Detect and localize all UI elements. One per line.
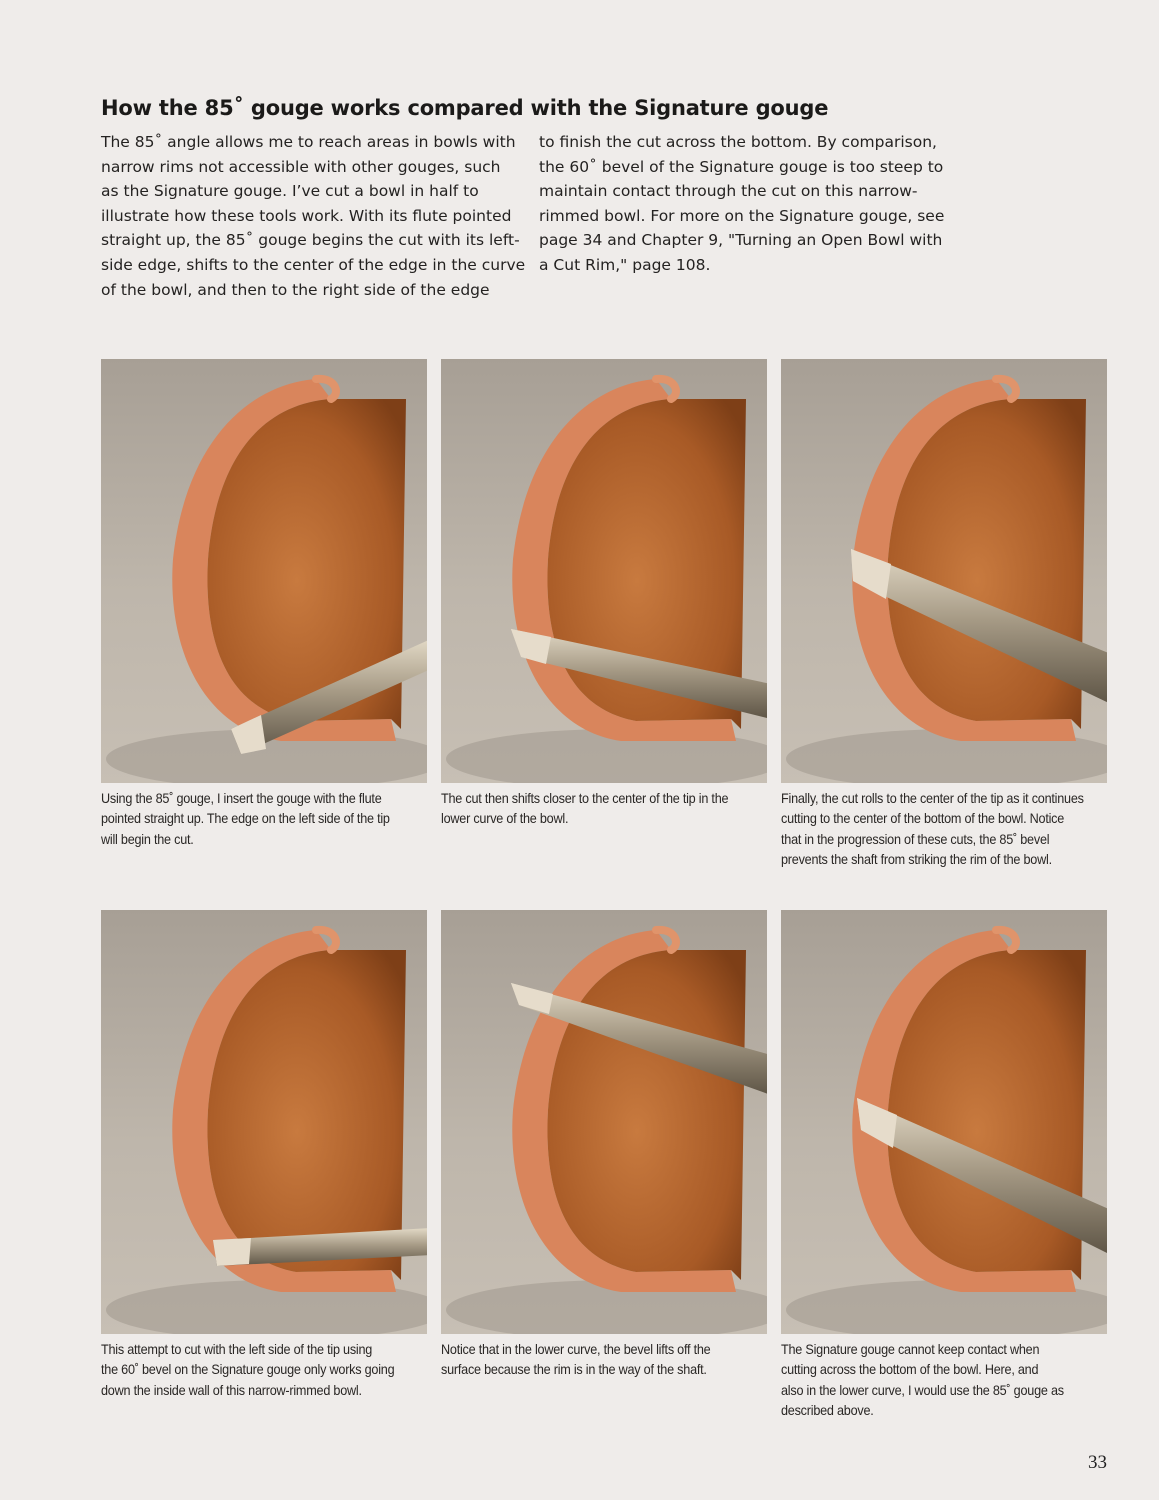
photo-caption-5: Notice that in the lower curve, the bevel lifts off the surface because the rim is in the way of the shaft. xyxy=(441,1342,711,1378)
bowl-photo-3 xyxy=(781,359,1107,783)
intro-text-left: The 85˚ angle allows me to reach areas in bowls with narrow rims not accessible with other gouges, such as the Signature gouge. I’ve cut a bowl in half to illustrate how these tools work. With its flute pointed straight up, the 85˚ gouge begins the cut with its left- side edge, shifts to the center of the edge in the curve of the bowl, and then to the right side of the edge xyxy=(101,133,526,299)
photo-caption-2: The cut then shifts closer to the center of the tip in the lower curve of the bowl. xyxy=(441,791,729,827)
photo-caption-3: Finally, the cut rolls to the center of the tip as it continues cutting to the center of the bottom of the bowl. Notice that in the progression of these cuts, the 85˚ bevel prevents the shaft from striking the rim of the bowl. xyxy=(781,791,1084,867)
bowl-gouge-illustration-4 xyxy=(101,910,427,1334)
bowl-photo-5 xyxy=(441,910,767,1334)
bowl-photo-6 xyxy=(781,910,1107,1334)
bowl-photo-4 xyxy=(101,910,427,1334)
bowl-gouge-illustration-3 xyxy=(781,359,1107,783)
bowl-gouge-illustration-6 xyxy=(781,910,1107,1334)
bowl-gouge-illustration-5 xyxy=(441,910,767,1334)
intro-text-right: to finish the cut across the bottom. By comparison, the 60˚ bevel of the Signature gouge is too steep to maintain contact through the cut on this narrow- rimmed bowl. For more on the Signature gouge, see page 34 and Chapter 9, "Turning an Open Bowl with a Cut Rim," page 108. xyxy=(539,133,945,274)
section-heading: How the 85˚ gouge works compared with the Signature gouge xyxy=(101,96,829,120)
page-number: 33 xyxy=(1088,1452,1107,1473)
bowl-photo-2 xyxy=(441,359,767,783)
photo-caption-1: Using the 85˚ gouge, I insert the gouge with the flute pointed straight up. The edge on the left side of the tip will begin the cut. xyxy=(101,791,390,847)
bowl-photo-1 xyxy=(101,359,427,783)
bowl-gouge-illustration-1 xyxy=(101,359,427,783)
photo-caption-4: This attempt to cut with the left side of the tip using the 60˚ bevel on the Signature gouge only works going down the inside wall of this narrow-rimmed bowl. xyxy=(101,1342,395,1398)
bowl-gouge-illustration-2 xyxy=(441,359,767,783)
photo-caption-6: The Signature gouge cannot keep contact when cutting across the bottom of the bowl. Here, and also in the lower curve, I would use the 85˚ gouge as described above. xyxy=(781,1342,1064,1418)
